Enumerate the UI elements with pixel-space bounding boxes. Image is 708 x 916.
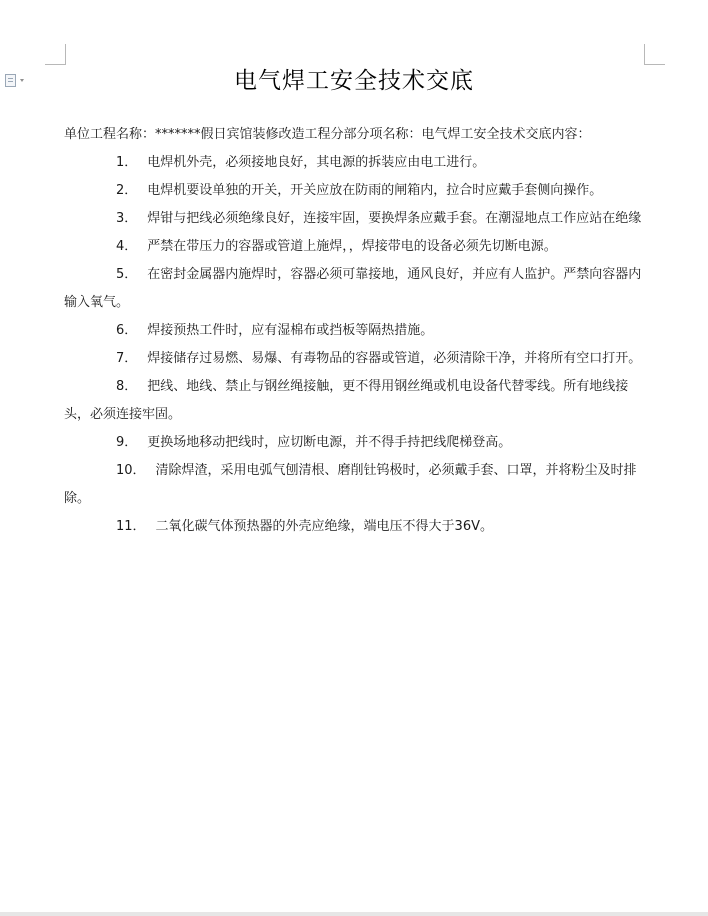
list-item bbox=[64, 513, 644, 541]
list-item bbox=[64, 233, 644, 261]
list-item bbox=[64, 149, 644, 177]
list-item-text: 严禁在带压力的容器或管道上施焊，，焊接带电的设备必须先切断电源。 bbox=[147, 239, 557, 254]
list-item-text: 焊接储存过易燃、易爆、有毒物品的容器或管道，必须清除干净，并将所有空口打开。 bbox=[147, 351, 642, 366]
list-item-number: 6． bbox=[116, 323, 138, 338]
list-item bbox=[64, 177, 644, 205]
list-item-number: 5． bbox=[116, 267, 138, 282]
list-item bbox=[64, 261, 644, 317]
list-item-text: 电焊机外壳，必须接地良好，其电源的拆装应由电工进行。 bbox=[147, 155, 486, 170]
crop-mark-top-right bbox=[644, 44, 665, 65]
list-item-text: 清除焊渣，采用电弧气刨清根、磨削钍钨极时，必须戴手套、口罩，并将粉尘及时排除。 bbox=[64, 463, 637, 506]
list-item-number: 11． bbox=[116, 519, 146, 534]
list-item-text: 焊钳与把线必须绝缘良好，连接牢固，要换焊条应戴手套。在潮湿地点工作应站在绝缘 bbox=[147, 211, 642, 226]
crop-mark-top-left bbox=[45, 44, 66, 65]
list-item-number: 8． bbox=[116, 379, 138, 394]
page-bottom-edge bbox=[0, 912, 708, 916]
list-item bbox=[64, 317, 644, 345]
header-line: 单位工程名称：*******假日宾馆装修改造工程分部分项名称：电气焊工安全技术交底内容： bbox=[64, 127, 591, 142]
list-item-number: 10． bbox=[116, 463, 146, 478]
list-item-text: 把线、地线、禁止与钢丝绳接触，更不得用钢丝绳或机电设备代替零线。所有地线接头，必须连接牢固。 bbox=[64, 379, 629, 422]
list-item-text: 二氧化碳气体预热器的外壳应绝缘，端电压不得大于36V。 bbox=[155, 519, 493, 534]
list-item-number: 4． bbox=[116, 239, 138, 254]
item-list bbox=[64, 149, 644, 541]
list-item bbox=[64, 205, 644, 233]
list-item-text: 在密封金属器内施焊时，容器必须可靠接地，通风良好，并应有人监护。严禁向容器内输入氧气。 bbox=[64, 267, 642, 310]
list-item bbox=[64, 373, 644, 429]
list-item bbox=[64, 429, 644, 457]
list-item-text: 电焊机要设单独的开关，开关应放在防雨的闸箱内，拉合时应戴手套侧向操作。 bbox=[147, 183, 603, 198]
list-item-number: 1． bbox=[116, 155, 138, 170]
list-item-number: 2． bbox=[116, 183, 138, 198]
list-item-number: 7． bbox=[116, 351, 138, 366]
document-title: 电气焊工安全技术交底 bbox=[234, 68, 474, 94]
list-item-text: 更换场地移动把线时，应切断电源，并不得手持把线爬梯登高。 bbox=[147, 435, 512, 450]
list-item bbox=[64, 457, 644, 513]
list-item-number: 3． bbox=[116, 211, 138, 226]
list-item-number: 9． bbox=[116, 435, 138, 450]
list-item-text: 焊接预热工件时，应有湿棉布或挡板等隔热措施。 bbox=[147, 323, 434, 338]
document-body bbox=[64, 121, 644, 541]
list-item bbox=[64, 345, 644, 373]
